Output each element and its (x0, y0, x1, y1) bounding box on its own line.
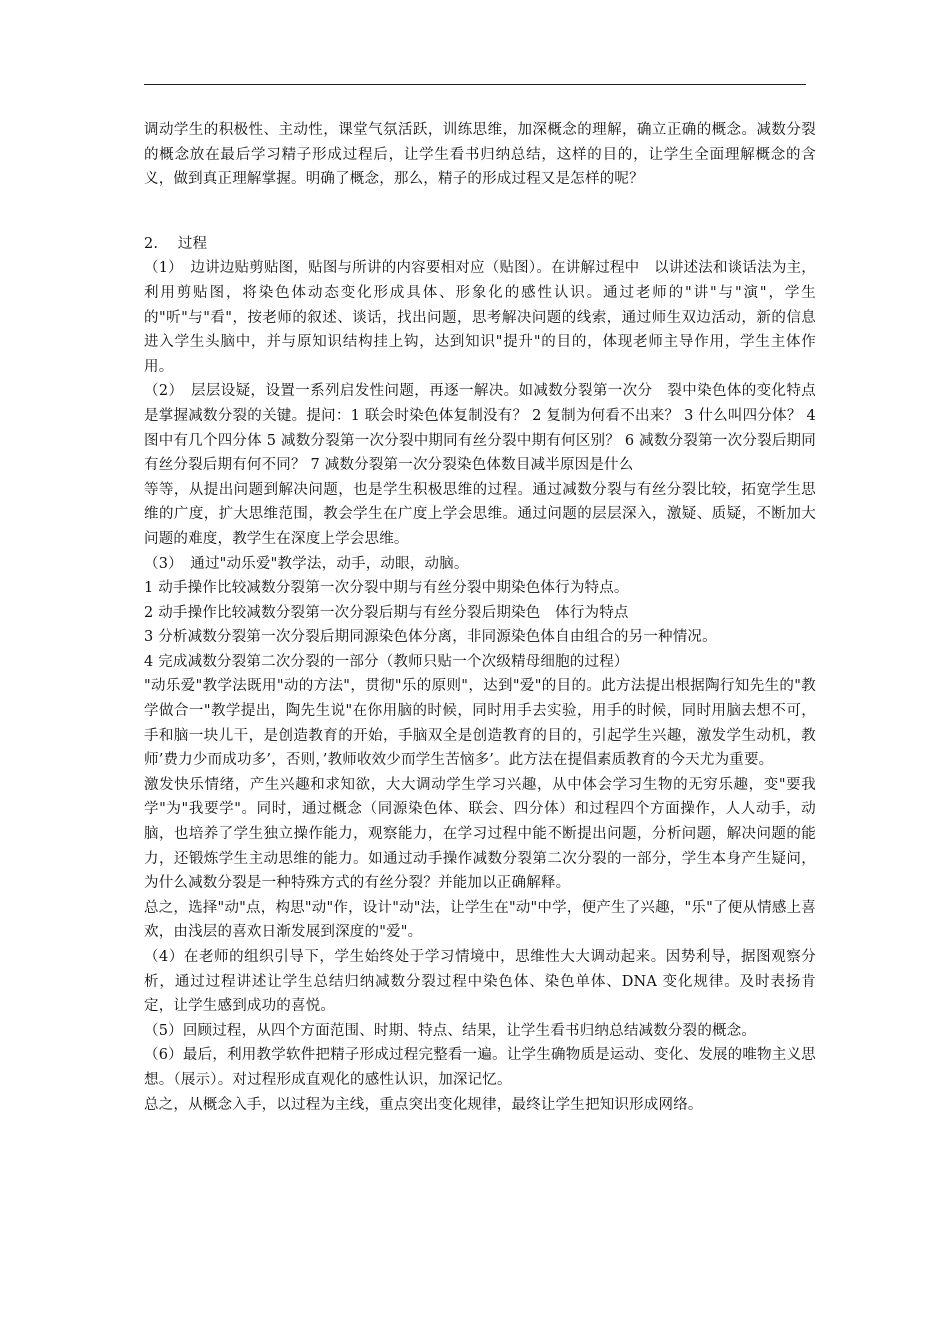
paragraph: （1） 边讲边贴剪贴图，贴图与所讲的内容要相对应（贴图）。在讲解过程中 以讲述法和谈话法为主，利用剪贴图，将染色体动态变化形成具体、形象化的感性认识。通过老师的"讲"与"演"，学生的"听"与"看"，按老师的叙述、谈话，找出问题，思考解决问题的线索，通过师生双边活动，新的信息进入学生头脑中，并与原知识结构挂上钩，达到知识"提升"的目的，体现老师主导作用，学生主体作用。 (144, 260, 816, 375)
paragraph: （5）回顾过程，从四个方面范围、时期、特点、结果，让学生看书归纳总结减数分裂的概念。 (144, 1022, 757, 1039)
list-item: 2 动手操作比较减数分裂第一次分裂后期与有丝分裂后期染色 体行为特点 (144, 604, 629, 621)
paragraph: 总之，选择"动"点，构思"动"作，设计"动"法，让学生在"动"中学，便产生了兴趣，"乐"了便从情感上喜欢，由浅层的喜欢日渐发展到深度的"爱"。 (144, 899, 816, 941)
header-rule (144, 84, 806, 85)
paragraph: 等等，从提出问题到解决问题，也是学生积极思维的过程。通过减数分裂与有丝分裂比较，拓宽学生思维的广度，扩大思维范围，教会学生在广度上学会思维。通过问题的层层深入，激疑、质疑，不断加大问题的难度，教学生在深度上学会思维。 (144, 481, 816, 547)
list-item: 4 完成减数分裂第二次分裂的一部分（教师只贴一个次级精母细胞的过程） (144, 653, 629, 670)
intro-paragraph: 调动学生的积极性、主动性，课堂气氛活跃，训练思维，加深概念的理解，确立正确的概念。减数分裂的概念放在最后学习精子形成过程后，让学生看书归纳总结，这样的目的，让学生全面理解概念的含义，做到真正理解掌握。明确了概念，那么，精子的形成过程又是怎样的呢？ (144, 122, 816, 188)
paragraph: （2） 层层设疑，设置一系列启发性问题，再逐一解决。如减数分裂第一次分 裂中染色体的变化特点是掌握减数分裂的关键。提问：1 联会时染色体复制没有？ 2 复制为何看不出来？ 3 什么叫四分体？ 4 图中有几个四分体 5 减数分裂第一次分裂中期同有丝分裂中期有何区别？ 6 减数分裂第一次分裂后期同有丝分裂后期有何不同？ 7 减数分裂第一次分裂染色体数目减半原因是什么 (144, 383, 816, 474)
paragraph: （6）最后，利用教学软件把精子形成过程完整看一遍。让学生确物质是运动、变化、发展的唯物主义思想。（展示）。对过程形成直观化的感性认识，加深记忆。 (144, 1047, 816, 1088)
section-heading: 2. 过程 (144, 235, 208, 252)
paragraph: （3） 通过"动乐爱"教学法，动手，动眼，动脑。 (144, 555, 469, 572)
spacer (144, 212, 816, 232)
paragraph: 总之，从概念入手，以过程为主线，重点突出变化规律，最终让学生把知识形成网络。 (144, 1096, 703, 1113)
list-item: 3 分析减数分裂第一次分裂后期同源染色体分离，非同源染色体自由组合的另一种情况。 (144, 629, 717, 646)
spacer (144, 192, 816, 212)
paragraph: 激发快乐情绪，产生兴趣和求知欲，大大调动学生学习兴趣，从中体会学习生物的无穷乐趣，变"要我学"为"我要学"。同时，通过概念（同源染色体、联会、四分体）和过程四个方面操作，人人动手，动脑，也培养了学生独立操作能力，观察能力，在学习过程中能不断提出问题，分析问题，解决问题的能力，还锻炼学生主动思维的能力。如通过动手操作减数分裂第二次分裂的一部分，学生本身产生疑问，为什么减数分裂是一种特殊方式的有丝分裂？并能加以正确解释。 (144, 776, 816, 892)
paragraph: （4）在老师的组织引导下，学生始终处于学习情境中，思维性大大调动起来。因势利导，据图观察分析，通过过程讲述让学生总结归纳减数分裂过程中染色体、染色单体、DNA 变化规律。及时表扬肯定，让学生感到成功的喜悦。 (144, 949, 816, 1015)
document-body (144, 118, 816, 1117)
list-item: 1 动手操作比较减数分裂第一次分裂中期与有丝分裂中期染色体行为特点。 (144, 580, 629, 597)
paragraph: "动乐爱"教学法既用"动的方法"，贯彻"乐的原则"，达到"爱"的目的。此方法提出根据陶行知先生的"教学做合一"教学提出，陶先生说"在你用脑的时候，同时用手去实验，用手的时候，同时用脑去想不可，手和脑一块儿干，是创造教育的开始，手脑双全是创造教育的目的，引起学生兴趣，激发学生动机，教师’费力少而成功多’，否则，’教师收效少而学生苦恼多’。此方法在提倡素质教育的今天尤为重要。 (144, 678, 816, 769)
